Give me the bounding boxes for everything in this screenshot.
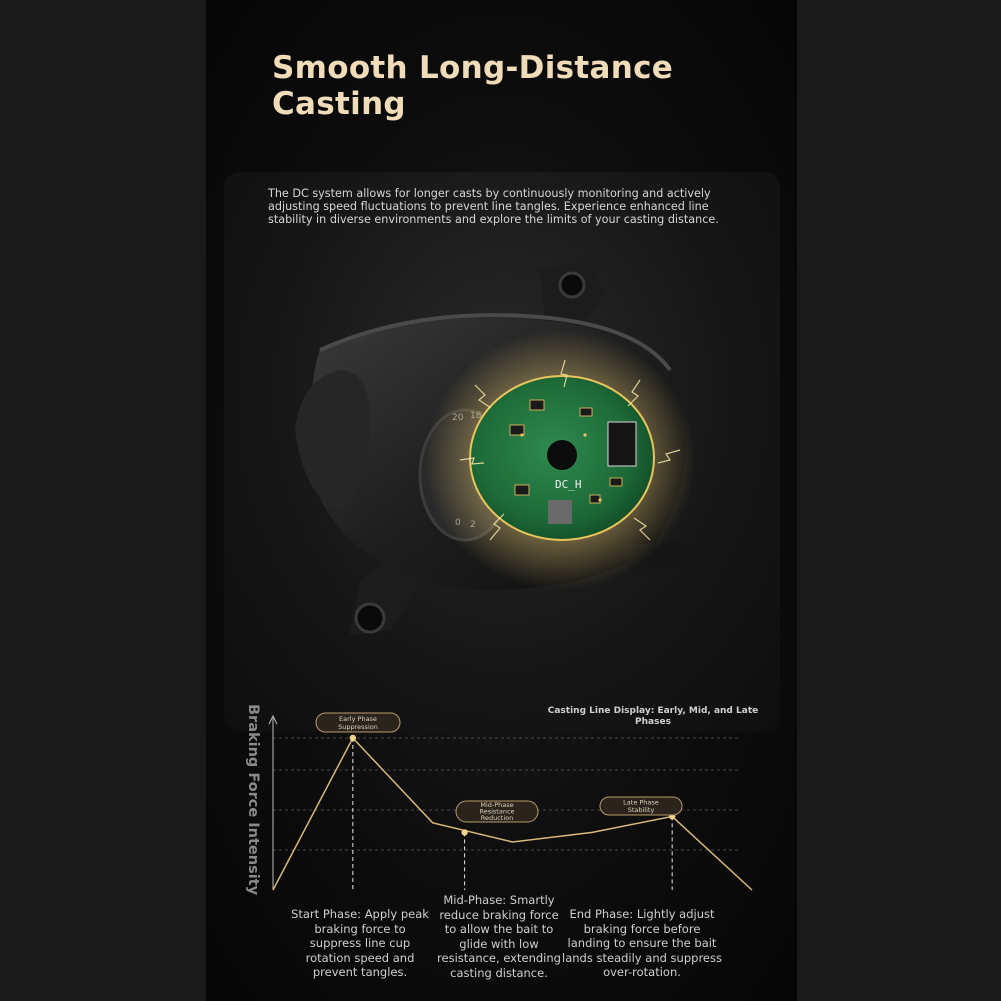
right-background-panel (797, 0, 1001, 1001)
left-background-panel (0, 0, 206, 1001)
page-title-line-1: Smooth Long-Distance (272, 50, 674, 86)
feature-description: The DC system allows for longer casts by continuously monitoring and actively adjusting speed fluctuations to prevent line tangles. Experience enhanced line stability in diverse environments and explore the limits of your casting distance. (268, 187, 719, 226)
reel-image (290, 250, 720, 670)
chart-title: Casting Line Display: Early, Mid, and Late Phases (547, 706, 759, 727)
pill-mid-line-1: Mid-Phase (480, 801, 514, 809)
pill-late-line-1: Late Phase (623, 798, 659, 807)
phase-description-mid: Mid-Phase: Smartly reduce braking force to allow the bait to glide with low resistance, extending casting distance. (437, 893, 561, 980)
pill-early-phase (316, 713, 400, 732)
chart-gridlines (273, 738, 740, 850)
data-point-1 (350, 735, 356, 741)
braking-force-chart (240, 700, 760, 910)
page-title-line-2: Casting (272, 86, 406, 122)
data-point-2 (461, 829, 467, 835)
pill-late-line-2: Stability (627, 806, 655, 814)
page-title (272, 50, 772, 122)
pill-early-line-1: Early Phase (339, 715, 377, 723)
pill-mid-phase (456, 801, 538, 822)
svg-text:DC_H: DC_H (555, 478, 582, 491)
pill-late-phase (600, 797, 682, 815)
phase-description-start: Start Phase: Apply peak braking force to suppress line cup rotation speed and prevent tangles. (291, 907, 429, 979)
pill-mid-line-2: Resistance (479, 807, 515, 816)
pill-early-line-2: Suppression (338, 723, 378, 731)
y-axis-label-text: Braking Force Intensity (245, 704, 261, 896)
dc-circuit-board (470, 376, 654, 540)
pill-mid-line-3: Reduction (480, 814, 514, 822)
phase-description-end: End Phase: Lightly adjust braking force before landing to ensure the bait lands steadily and suppress over-rotation. (562, 907, 722, 979)
